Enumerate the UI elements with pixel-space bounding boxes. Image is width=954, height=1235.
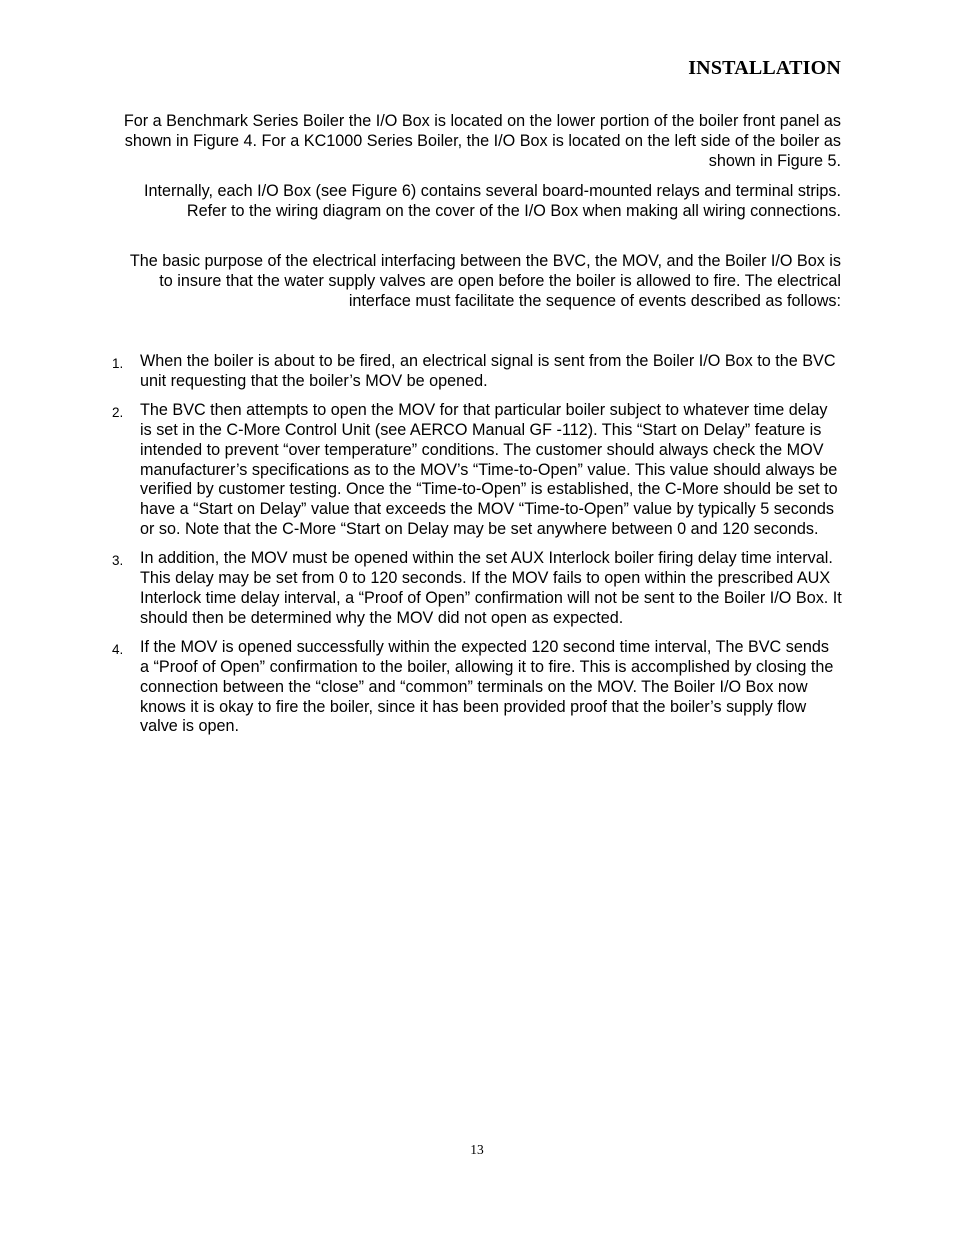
page-number: 13 (470, 1142, 484, 1157)
sequence-steps-list (0, 352, 954, 747)
step-number: 2. (112, 405, 124, 421)
step-number: 3. (112, 553, 124, 569)
step-text: The BVC then attempts to open the MOV for that particular boiler subject to whatever time delay is set in the C-More Control Unit (see AERCO Manual GF -112). This “Start on Delay” feature is intended to prevent “over temperature” conditions. The customer should always check the MOV manufacturer’s specifications as to the MOV’s “Time-to-Open” value. This value should always be verified by customer testing. Once the “Time-to-Open” is established, the C-More should be set to have a “Start on Delay” value that exceeds the MOV “Time-to-Open” value by typically 5 seconds or so. Note that the C-More “Start on Delay may be set anywhere between 0 and 120 seconds. (140, 401, 838, 538)
list-item (0, 638, 954, 737)
intro-paragraph-purpose: The basic purpose of the electrical interfacing between the BVC, the MOV, and the Boiler I/O Box is to insure that the water supply valves are open before the boiler is allowed to fire. The electrical interface must facilitate the sequence of events described as follows: (129, 252, 841, 310)
list-item (0, 549, 954, 628)
intro-paragraph-location: For a Benchmark Series Boiler the I/O Box is located on the lower portion of the boiler front panel as shown in Figure 4. For a KC1000 Series Boiler, the I/O Box is located on the left side of the boiler as shown in Figure 5. (123, 112, 841, 170)
intro-paragraph-internals: Internally, each I/O Box (see Figure 6) contains several board-mounted relays and terminal strips. Refer to the wiring diagram on the cover of the I/O Box when making all wiring connections. (144, 182, 841, 220)
step-number: 4. (112, 642, 124, 658)
list-item (0, 352, 954, 392)
step-text: When the boiler is about to be fired, an electrical signal is sent from the Boiler I/O Box to the BVC unit requesting that the boiler’s MOV be opened. (140, 352, 836, 390)
step-text: In addition, the MOV must be opened within the set AUX Interlock boiler firing delay time interval. This delay may be set from 0 to 120 seconds. If the MOV fails to open within the prescribed AUX Interlock time delay interval, a “Proof of Open” confirmation will not be sent to the Boiler I/O Box. It should then be determined why the MOV did not open as expected. (140, 549, 842, 627)
section-title: INSTALLATION (688, 57, 841, 79)
list-item (0, 401, 954, 540)
step-number: 1. (112, 356, 124, 371)
step-text: If the MOV is opened successfully within the expected 120 second time interval, The BVC sends a “Proof of Open” confirmation to the boiler, allowing it to fire. This is accomplished by closing the connection between the “close” and “common” terminals on the MOV. The Boiler I/O Box now knows it is okay to fire the boiler, since it has been provided proof that the boiler’s supply flow valve is open. (140, 638, 834, 736)
